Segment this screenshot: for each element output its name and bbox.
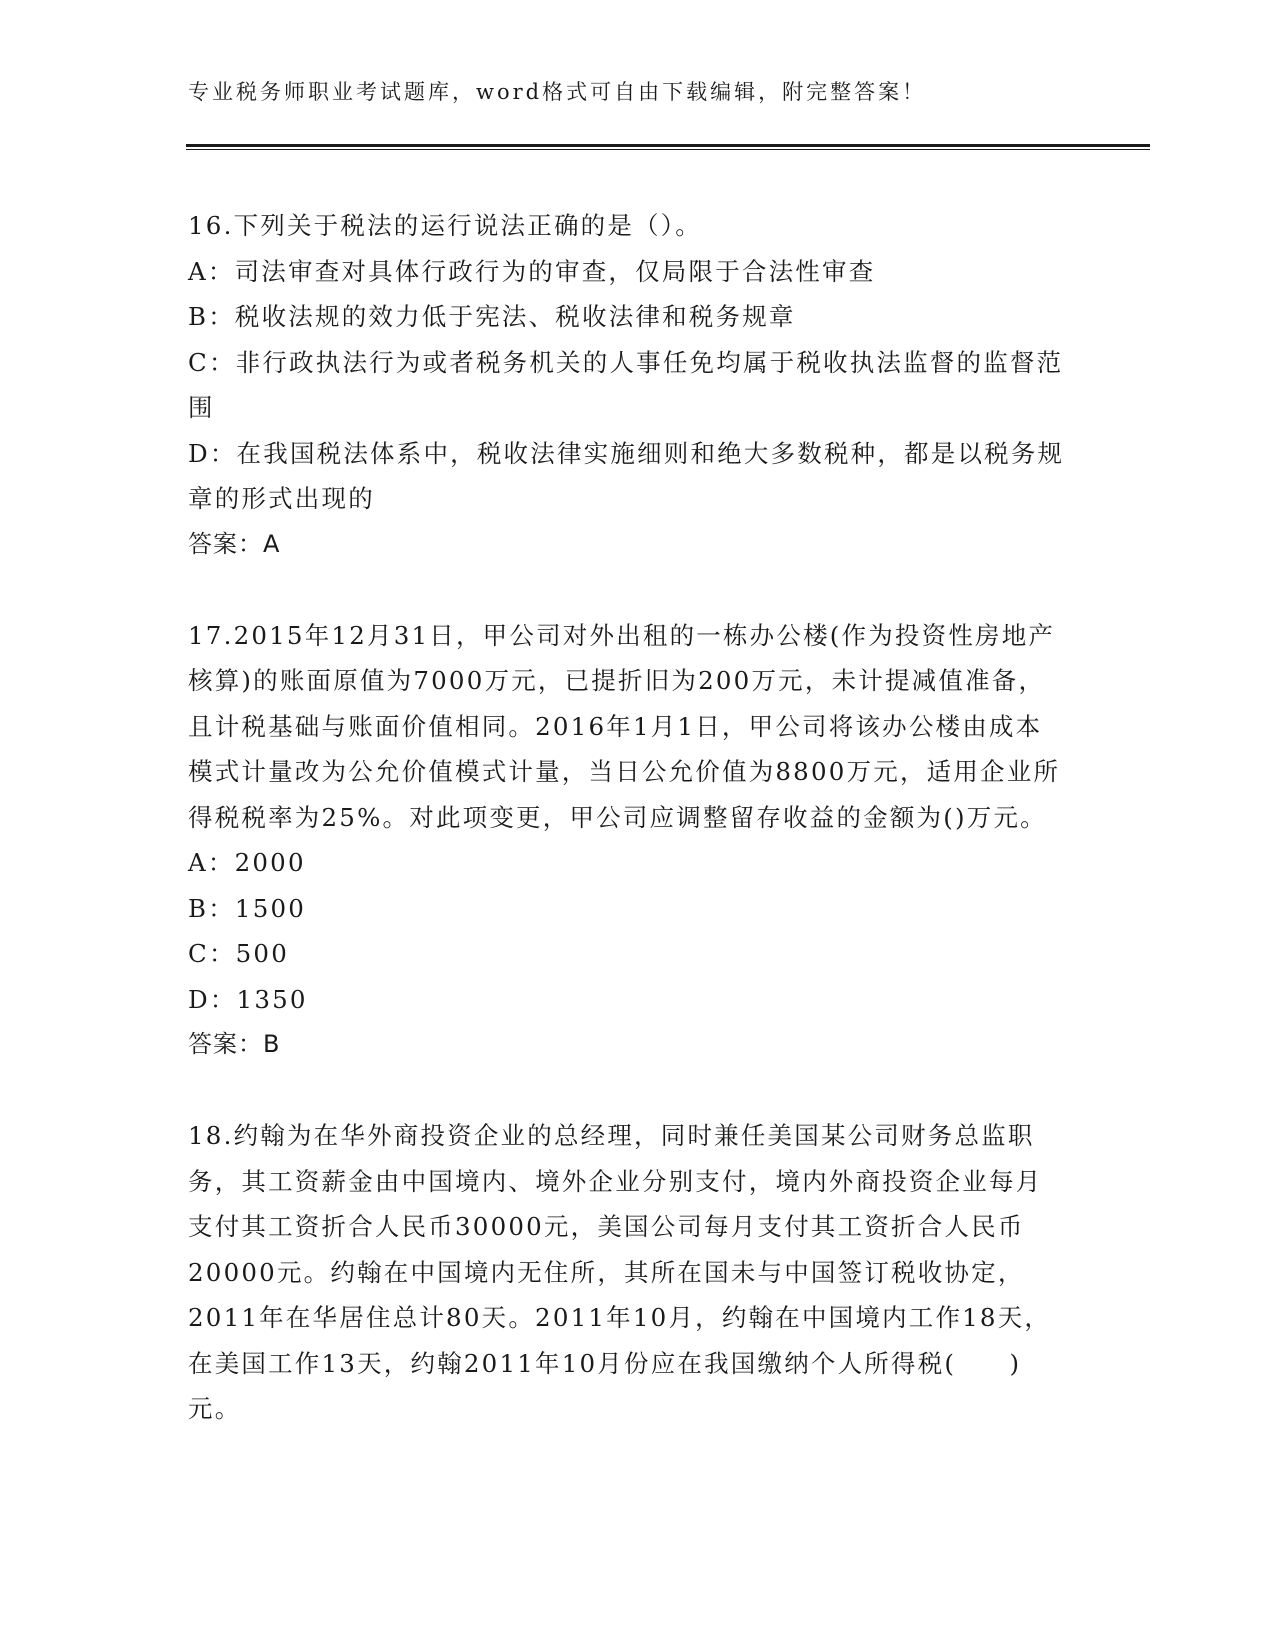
question-18 <box>188 1113 1068 1432</box>
answer-label: 答案：A <box>188 529 281 558</box>
option-c: C：500 <box>188 939 290 968</box>
header-divider-thin <box>186 149 1150 150</box>
option-a: A：2000 <box>188 848 306 877</box>
question-17 <box>188 613 1068 1068</box>
question-stem: 16.下列关于税法的运行说法正确的是（）。 <box>188 211 702 240</box>
question-16 <box>188 203 1068 567</box>
question-spacer <box>188 567 1068 613</box>
option-c: C：非行政执法行为或者税务机关的人事任免均属于税收执法监督的监督范围 <box>188 347 1064 422</box>
option-b: B：1500 <box>188 893 307 923</box>
question-list <box>188 203 1068 1432</box>
answer-label: 答案：B <box>188 1030 281 1058</box>
page-header: 专业税务师职业考试题库，word格式可自由下载编辑，附完整答案！ <box>188 80 927 104</box>
question-stem: 17.2015年12月31日，甲公司对外出租的一栋办公楼(作为投资性房地产核算)的账面原值为7000万元，已提折旧为200万元，未计提减值准备，且计税基础与账面价值相同。2016年1月1日，甲公司将该办公楼由成本模式计量改为公允价值模式计量，当日公允价值为8800万元，适用企业所得税税率为25%。对此项变更，甲公司应调整留存收益的金额为()万元。 <box>188 620 1061 832</box>
option-d: D：1350 <box>188 984 308 1014</box>
question-spacer <box>188 1068 1068 1114</box>
header-divider <box>186 144 1150 147</box>
option-b: B：税收法规的效力低于宪法、税收法律和税务规章 <box>188 302 796 331</box>
option-d: D：在我国税法体系中，税收法律实施细则和绝大多数税种，都是以税务规章的形式出现的 <box>188 438 1065 513</box>
question-stem: 18.约翰为在华外商投资企业的总经理，同时兼任美国某公司财务总监职务，其工资薪金由中国境内、境外企业分别支付，境内外商投资企业每月支付其工资折合人民币30000元，美国公司每月支付其工资折合人民币20000元。约翰在中国境内无住所，其所在国未与中国签订税收协定，2011年在华居住总计80天。2011年10月，约翰在中国境内工作18天，在美国工作13天，约翰2011年10月份应在我国缴纳个人所得税( )元。 <box>188 1121 1052 1423</box>
option-a: A：司法审查对具体行政行为的审查，仅局限于合法性审查 <box>188 256 876 286</box>
